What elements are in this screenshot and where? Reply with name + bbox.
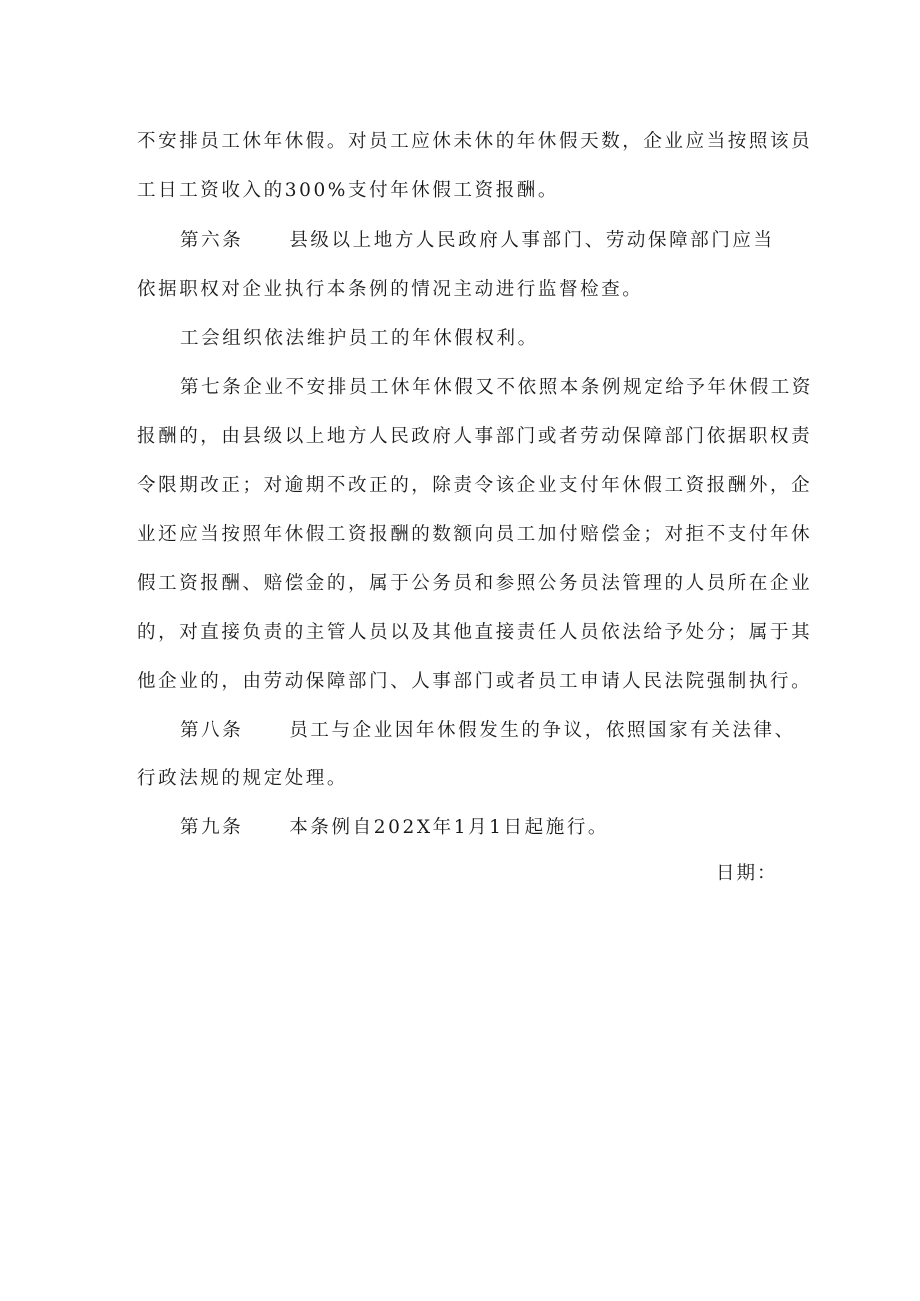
article-8-text: 员工与企业因年休假发生的争议，依照国家有关法律、 [289,720,796,741]
article-6-heading [180,229,792,253]
article-7-line: 报酬的，由县级以上地方人民政府人事部门或者劳动保障部门依据职权责 [137,426,813,447]
article-8-heading [180,719,796,743]
article-7-line: 令限期改正；对逾期不改正的，除责令该企业支付年休假工资报酬外，企 [137,475,813,496]
paragraph-line: 行政法规的规定处理。 [137,768,349,789]
paragraph-line: 工日工资收入的300%支付年休假工资报酬。 [137,180,559,201]
article-7-line: 的，对直接负责的主管人员以及其他直接责任人员依法给予处分；属于其 [137,622,813,643]
article-7-line: 业还应当按照年休假工资报酬的数额向员工加付赔偿金；对拒不支付年休 [137,524,813,545]
union-paragraph: 工会组织依法维护员工的年休假权利。 [180,328,539,349]
date-label: 日期： [716,863,778,884]
article-6-text: 县级以上地方人民政府人事部门、劳动保障部门应当 [289,230,775,251]
paragraph-line: 依据职权对企业执行本条例的情况主动进行监督检查。 [137,279,644,300]
paragraph-line: 不安排员工休年休假。对员工应休未休的年休假天数，企业应当按照该员 [137,131,813,152]
article-9-heading [180,816,792,840]
article-7-line: 他企业的，由劳动保障部门、人事部门或者员工申请人民法院强制执行。 [137,671,813,692]
article-7-line: 第七条企业不安排员工休年休假又不依照本条例规定给予年休假工资 [180,377,814,398]
article-9-text: 本条例自202X年1月1日起施行。 [289,817,610,838]
article-6-label: 第六条 [180,230,244,251]
article-7-line: 假工资报酬、赔偿金的，属于公务员和参照公务员法管理的人员所在企业 [137,573,813,594]
article-8-label: 第八条 [180,720,244,741]
article-9-label: 第九条 [180,817,244,838]
